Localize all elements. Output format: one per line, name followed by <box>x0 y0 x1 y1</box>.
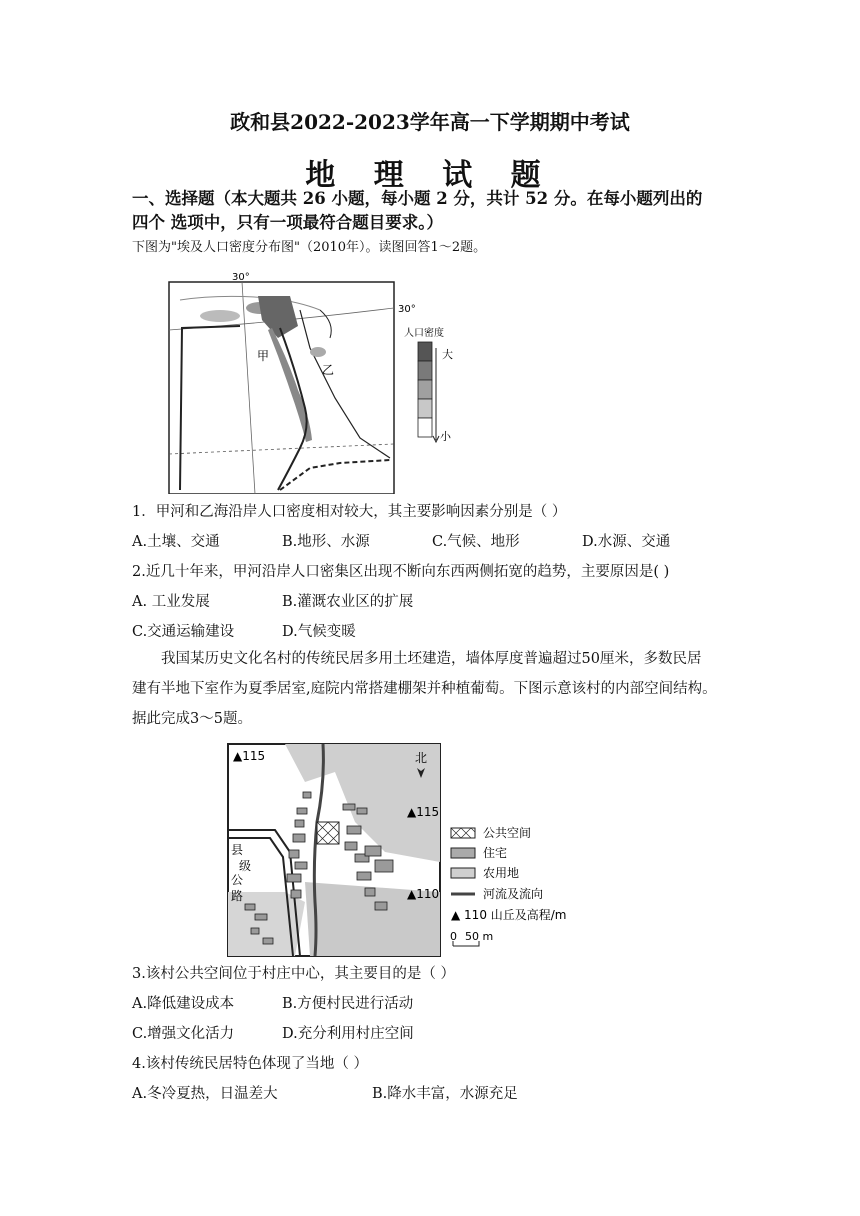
map1-intro: 下图为"埃及人口密度分布图"（2010年）。读图回答1～2题。 <box>132 240 487 255</box>
q3-options-row2 <box>0 1022 860 1042</box>
passage <box>132 644 732 734</box>
q3-option-d[interactable]: D.充分利用村庄空间 <box>282 1026 414 1042</box>
map1-legend-scale <box>418 342 432 437</box>
egypt-density-map <box>160 268 470 494</box>
section-heading-line1: 一、选择题（本大题共 26 小题，每小题 2 分，共计 52 分。在每小题列出的 <box>132 189 703 208</box>
residential-block <box>303 792 311 798</box>
legend-farmland-label: 农用地 <box>483 866 520 880</box>
q1-option-c[interactable]: C.气候、地形 <box>432 534 520 550</box>
residential-block <box>287 874 301 882</box>
section-heading-line2: 四个 选项中，只有一项最符合题目要求。） <box>132 213 443 232</box>
map1-coast-density <box>310 347 326 357</box>
q4-option-a[interactable]: A.冬冷夏热，日温差大 <box>132 1086 278 1102</box>
residential-block <box>357 872 371 880</box>
legend-river-label: 河流及流向 <box>483 887 544 901</box>
legend-residential-label: 住宅 <box>483 846 508 860</box>
exam-title: 政和县2022-2023学年高一下学期期中考试 <box>230 110 630 134</box>
legend-hill-label: ▲ 110 山丘及高程/m <box>451 908 567 922</box>
residential-block <box>297 808 307 814</box>
legend-density-swatch <box>418 342 432 361</box>
q1-option-b[interactable]: B.地形、水源 <box>282 534 370 550</box>
residential-block <box>291 890 301 898</box>
legend-density-swatch <box>418 361 432 380</box>
residential-block <box>343 804 355 810</box>
passage-line2: 建有半地下室作为夏季居室,庭院内常搭建棚架并种植葡萄。下图示意该村的内部空间结构。 <box>132 681 717 697</box>
q2-option-a[interactable]: A. 工业发展 <box>132 594 210 610</box>
q2-options-row1 <box>0 590 860 610</box>
q2-option-d[interactable]: D.气候变暖 <box>282 624 356 640</box>
q4-option-b[interactable]: B.降水丰富，水源充足 <box>372 1086 518 1102</box>
q1-stem: 1．甲河和乙海沿岸人口密度相对较大，其主要影响因素分别是（ ） <box>132 504 567 520</box>
q2-option-c[interactable]: C.交通运输建设 <box>132 624 235 640</box>
map1-lat-label: 30° <box>398 304 416 315</box>
residential-block <box>251 928 259 934</box>
legend-density-swatch <box>418 399 432 418</box>
map1-legend-high: 大 <box>442 348 453 361</box>
q3-option-a[interactable]: A.降低建设成本 <box>132 996 235 1012</box>
passage-line1: 我国某历史文化名村的传统民居多用土坯建造，墙体厚度普遍超过50厘米，多数民居 <box>161 651 702 667</box>
residential-block <box>357 808 367 814</box>
q3-options-row1 <box>0 992 860 1012</box>
residential-block <box>365 888 375 896</box>
map1-sea-label: 乙 <box>322 363 335 377</box>
map2-peak-3: ▲110 <box>407 887 440 901</box>
residential-block <box>263 938 273 944</box>
section-heading <box>132 187 732 235</box>
residential-block <box>245 904 255 910</box>
legend-farmland-swatch <box>451 868 475 878</box>
legend-public-label: 公共空间 <box>483 826 532 840</box>
subject-title: 地 理 试 题 <box>305 158 555 193</box>
village-structure-map <box>225 742 595 958</box>
residential-block <box>365 846 381 856</box>
q2-stem: 2.近几十年来，甲河沿岸人口密集区出现不断向东西两侧拓宽的趋势，主要原因是( ) <box>132 564 670 580</box>
q1-option-a[interactable]: A.土壤、交通 <box>132 534 220 550</box>
map2-road-label-4: 路 <box>231 889 244 903</box>
legend-density-swatch <box>418 418 432 437</box>
map2-scale-label: 50 m <box>465 930 494 943</box>
map1-river-label: 甲 <box>257 349 270 363</box>
residential-block <box>295 862 307 869</box>
map1-density-patch <box>200 310 240 322</box>
residential-block <box>347 826 361 834</box>
map2-peak-2: ▲115 <box>407 805 440 819</box>
q4-stem: 4.该村传统民居特色体现了当地（ ） <box>132 1056 368 1072</box>
residential-block <box>345 842 357 850</box>
q2-options-row2 <box>0 620 860 640</box>
map2-road-label-3: 公 <box>231 873 244 887</box>
map2-scale-zero: 0 <box>450 930 457 943</box>
map2-peak-1: ▲115 <box>233 749 266 763</box>
legend-public-swatch <box>451 828 475 838</box>
q3-option-c[interactable]: C.增强文化活力 <box>132 1026 235 1042</box>
residential-block <box>295 820 304 827</box>
map1-legend-title: 人口密度 <box>404 328 444 339</box>
residential-block <box>293 834 305 842</box>
residential-block <box>375 860 393 872</box>
residential-block <box>289 850 299 858</box>
q3-option-b[interactable]: B.方便村民进行活动 <box>282 996 414 1012</box>
map1-legend-low: 小 <box>440 430 451 443</box>
map2-north-label: 北 <box>415 751 428 765</box>
map1-lon-label: 30° <box>232 272 250 283</box>
map2-road-label-1: 县 <box>231 843 244 857</box>
legend-density-swatch <box>418 380 432 399</box>
q1-options <box>0 530 860 550</box>
q2-option-b[interactable]: B.灌溉农业区的扩展 <box>282 594 414 610</box>
map2-road-label-2: 级 <box>239 859 252 873</box>
passage-line3: 据此完成3～5题。 <box>132 711 252 727</box>
q4-options <box>0 1082 860 1102</box>
legend-residential-swatch <box>451 848 475 858</box>
residential-block <box>375 902 387 910</box>
q1-option-d[interactable]: D.水源、交通 <box>582 534 671 550</box>
residential-block <box>255 914 267 920</box>
q3-stem: 3.该村公共空间位于村庄中心，其主要目的是（ ） <box>132 966 455 982</box>
